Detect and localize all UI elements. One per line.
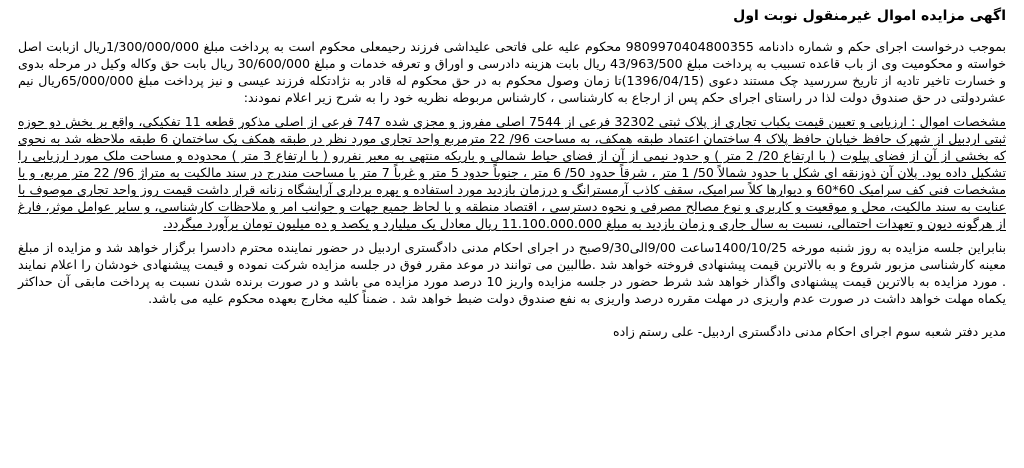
signature-line: مدیر دفتر شعبه سوم اجرای احکام مدنی دادگستری اردبیل- علی رستم زاده (613, 324, 1006, 339)
auction-terms-paragraph: بنابراین جلسه مزایده به روز شنبه مورخه 1400/10/25ساعت 9/00الی9/30صبح در اجرای احکام مدنی دادگستری اردبیل در حضور نماینده محترم دادسرا برگزار خواهد شد و مزایده از مبلغ معینه کارشناسی مزبور شروع و به بالاترین قیمت پیشنهادی فروخته خواهد شد .طالبین می توانند در موعد مقرر فوق در جلسه مزایده شرکت نموده و قیمت پیشنهادی خودشان را اعلام نمایند . مورد مزایده به بالاترین قیمت پیشنهادی واگذار خواهد شد شرط حضور در جلسه مزایده واریز 10 درصد مورد مزایده می باشد و در صورت برنده شدن نسبت به پرداخت مابقی آن حداکثر یکماه مهلت خواهد داشت در صورت عدم واریزی در مهلت مقرره درصد واریزی به نفع صندوق دولت ضبط خواهد شد . ضمناً کلیه مخارج بعهده محکوم علیه می باشد. (18, 240, 1006, 306)
judgment-paragraph: بموجب درخواست اجرای حکم و شماره دادنامه 9809970404800355 محکوم علیه علی فاتحی علیداشی فرزند رحیمعلی محکوم است به پرداخت مبلغ 1/300/000/000ریال ازبابت اصل خواسته و محکومیت وی از باب قاعده تسبیب به پرداخت مبلغ 43/963/500 ریال بابت هزینه دادرسی و اوراق و تعرفه خدمات و مبلغ 30/600/000 ریال بابت حق وکاله وکیل در مرحله بدوی و خسارت تاخیر تادیه از تاریخ سررسید چک مستند دعوی (1396/04/15)تا زمان وصول محکوم به در حق محکوم له قادر به نژادتکله فرزند عیسی و نیز پرداخت مبلغ 65/000/000ریال نیم عشردولتی در حق صندوق دولت لذا در راستای اجرای حکم پس از ارجاع به کارشناسی ، کارشناس مربوطه نظریه خود را به شرح زیر اعلام نمودند: (18, 39, 1007, 105)
property-specification-paragraph: مشخصات اموال : ارزیابی و تعیین قیمت یکباب تجاری از پلاک ثبتی 32302 فرعی از 7544 اصلی مفروز و مجزی شده 747 فرعی از اصلی مذکور قطعه 11 تفکیکی، واقع بر بخش دو حوزه ثبتی اردبیل از شهرک حافظ خیابان حافظ پلاک 4 ساختمان اعتماد طبقه همکف، به مساحت 96/ 22 مترمربع واحد تجاری مورد نظر در طبقه همکف یک ساختمان 6 طبقه ملاحظه شد به نحوی که بخشی از آن از فضای پیلوت ( با ارتفاع 20/ 2 متر ) و حدود نیمی از آن از فضای حیاط شمالی و باریکه منتهی به معبر نفررو ( با ارتفاع 3 متر ) محدوده و مساحت ملک مورد ارزیابی را تشکیل داده بود. پلان آن ذوزنقه ای شکل با حدود شمالاً 50/ 1 متر ، شرقاً حدود 50/ 6 متر ، جنوباً حدود 5 متر و غرباً 7 متر با مساحت مندرج در سند مالکیت به متراژ 96/ 22 متر مربع، و با مشخصات فنی کف سرامیک 60*60 و دیوارها کلاً سرامیک، سقف کاذب آرمسترانگ و درزمان بازدید مورد استفاده و بهره برداری آرایشگاه زنانه قرار داشت قیمت روز واحد تجاری موصوف با عنایت به سند مالکیت، محل و موقعیت و کاربری و نوع مصالح مصرفی و نحوه دسترسی ، اقتصاد منطقه و با لحاظ جمیع جهات و جوانب امر و ملاحظات کارشناسی، و سایر عوامل موثر، فارغ از هرگونه دیون و تعهدات احتمالی، نسبت به سال جاری و زمان بازدید به مبلغ 11.100.000.000 ریال معادل یک میلیارد و یکصد و ده میلیون تومان برآورد میگردد. (18, 114, 1007, 231)
notice-title: اگهی مزایده اموال غیرمنقول نوبت اول (733, 8, 1006, 24)
